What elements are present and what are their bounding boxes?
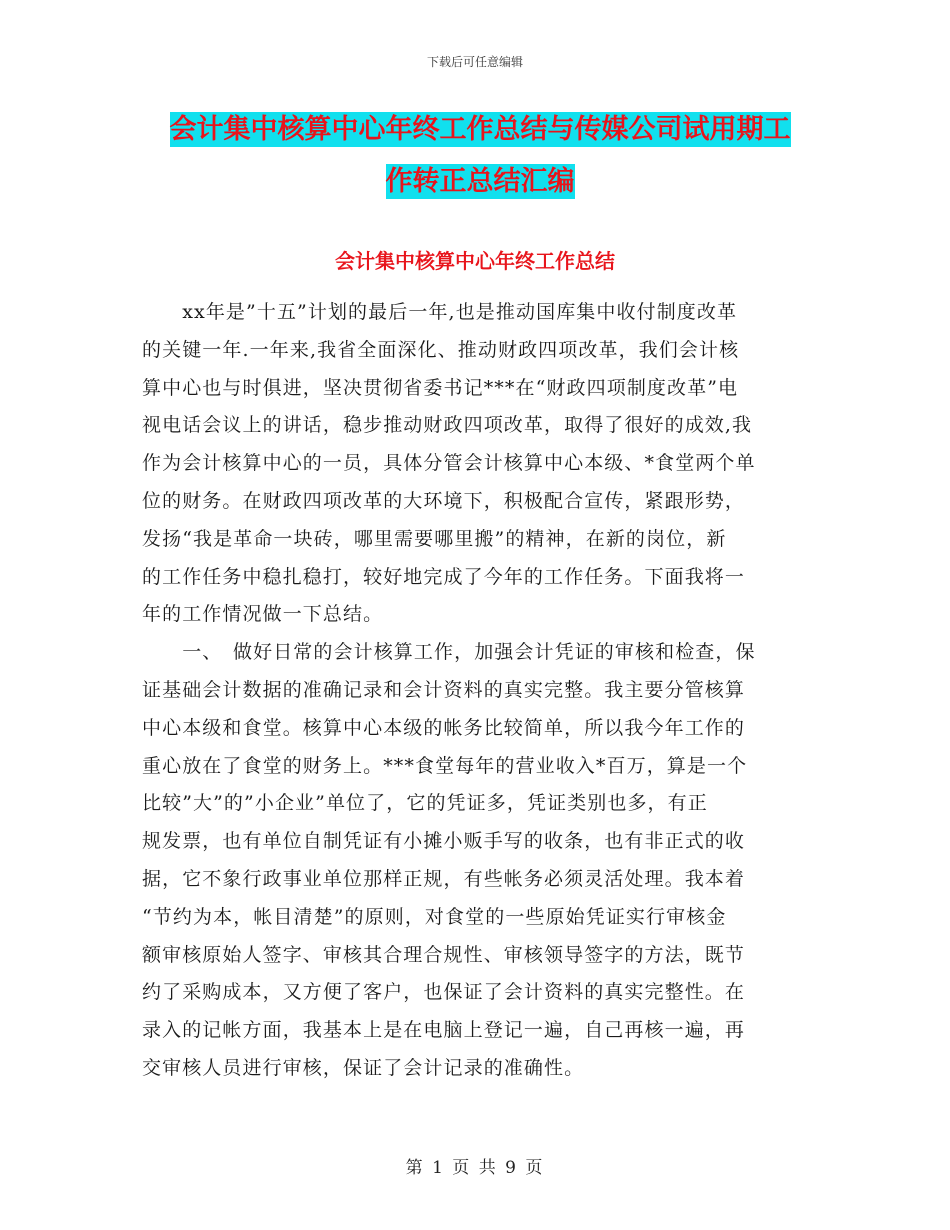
- body-line: 据，它不象行政事业单位那样正规，有些帐务必须灵活处理。我本着: [142, 867, 746, 890]
- body-line: 比较”大”的”小企业”单位了，它的凭证多，凭证类别也多，有正: [142, 792, 708, 815]
- body-line: “节约为本，帐目清楚”的原则，对食堂的一些原始凭证实行审核金: [142, 905, 727, 928]
- body-line: 的关键一年.一年来,我省全面深化、推动财政四项改革，我们会计核: [142, 338, 740, 361]
- section-title: 会计集中核算中心年终工作总结: [335, 249, 615, 273]
- body-text: [142, 294, 814, 1088]
- body-line: 额审核原始人签字、审核其合理合规性、审核领导签字的方法，既节: [142, 943, 746, 966]
- document-title-line-1: 会计集中核算中心年终工作总结与传媒公司试用期工: [169, 114, 791, 145]
- body-line: 算中心也与时俱进，坚决贯彻省委书记***在“财政四项制度改革”电: [142, 376, 739, 399]
- body-line: xx年是”十五”计划的最后一年,也是推动国库集中收付制度改革: [142, 301, 738, 323]
- document-title-line-2: 作转正总结汇编: [385, 166, 575, 197]
- header-note: 下载后可任意编辑: [426, 55, 523, 69]
- body-line: 视电话会议上的讲话，稳步推动财政四项改革，取得了很好的成效,我: [142, 414, 753, 437]
- body-line: 位的财务。在财政四项改革的大环境下，积极配合宣传，紧跟形势，: [142, 489, 746, 512]
- body-line: 录入的记帐方面，我基本上是在电脑上登记一遍，自己再核一遍，再: [142, 1019, 746, 1042]
- body-line: 规发票，也有单位自制凭证有小摊小贩手写的收条，也有非正式的收: [142, 830, 746, 853]
- body-line: 重心放在了食堂的财务上。***食堂每年的营业收入*百万，算是一个: [142, 754, 748, 777]
- body-line: 的工作任务中稳扎稳打，较好地完成了今年的工作任务。下面我将一: [142, 565, 746, 588]
- body-line: 中心本级和食堂。核算中心本级的帐务比较简单，所以我今年工作的: [142, 716, 746, 739]
- document-title: [140, 104, 820, 208]
- body-line: 一、 做好日常的会计核算工作，加强会计凭证的审核和检查，保: [142, 641, 756, 664]
- body-line: 约了采购成本，又方便了客户，也保证了会计资料的真实完整性。在: [142, 981, 746, 1004]
- body-line: 作为会计核算中心的一员，具体分管会计核算中心本级、*食堂两个单: [142, 452, 756, 475]
- page-footer: 第 1 页 共 9 页: [405, 1158, 545, 1178]
- body-line: 交审核人员进行审核，保证了会计记录的准确性。: [142, 1056, 585, 1079]
- body-line: 证基础会计数据的准确记录和会计资料的真实完整。我主要分管核算: [142, 678, 746, 701]
- body-line: 年的工作情况做一下总结。: [142, 603, 384, 626]
- body-line: 发扬“我是革命一块砖，哪里需要哪里搬”的精神，在新的岗位，新: [142, 527, 727, 550]
